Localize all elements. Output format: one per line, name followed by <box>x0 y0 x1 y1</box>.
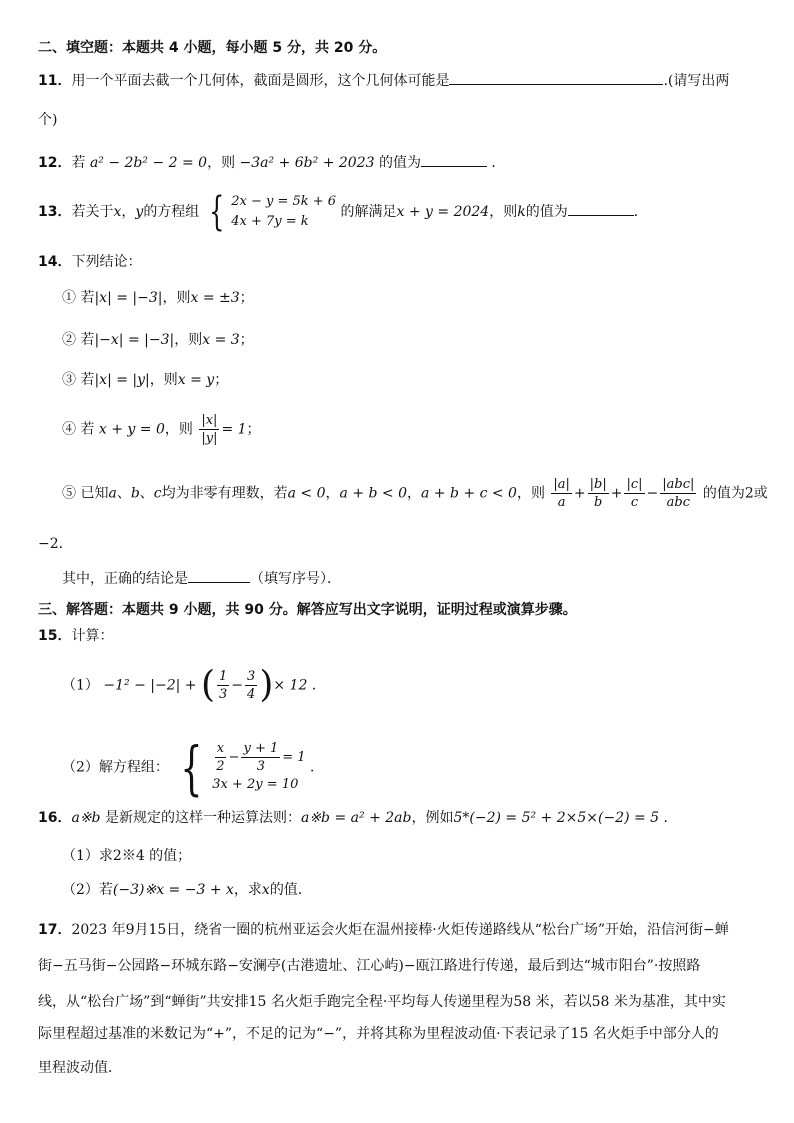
part-label: （2）解方程组： <box>62 759 169 776</box>
section-3-heading: 三、解答题：本题共 9 小题，共 90 分。解答应写出文字说明，证明过程或演算步骤。 <box>38 602 577 618</box>
text: ，则 <box>489 204 518 220</box>
numerator: |c| <box>626 477 643 492</box>
variable: x <box>261 882 270 898</box>
text: 均为非零有理数，若 <box>161 485 288 502</box>
numerator: 1 <box>219 669 228 684</box>
text: 的解满足 <box>340 204 397 220</box>
text: ． <box>491 155 506 171</box>
denominator: 3 <box>256 759 265 774</box>
brace-icon: { <box>208 189 225 235</box>
text: ，则 <box>516 485 545 502</box>
equation: a² − 2b² − 2 = 0 <box>89 155 208 171</box>
equation-2: 3x + 2y = 10 <box>212 777 299 792</box>
denominator: |y| <box>201 431 218 446</box>
equation-system <box>204 189 337 235</box>
text: = 1 <box>282 750 306 765</box>
condition: a < 0 <box>287 485 326 502</box>
text: ，例如 <box>411 810 454 826</box>
expression: −3a² + 6b² + 2023 <box>239 155 375 171</box>
text: （填写序号）． <box>250 571 341 587</box>
numerator: y + 1 <box>243 741 279 756</box>
question-15 <box>38 626 113 646</box>
numerator: |x| <box>201 413 218 428</box>
fraction <box>217 668 229 703</box>
text: 、 <box>139 485 154 502</box>
result: = 1 <box>221 421 247 438</box>
statement-5: ⑤ 已知a、b、c均为非零有理数，若a < 0，a + b < 0，a + b + c < 0，则 $\frac{|a|}{a}$ + $\frac{|b|}{b}$ + $\frac{|c|}{c}$ − $\frac{\text{|abc|}}{\text{abc}}$ 的值为2或 <box>62 477 768 510</box>
text: 已知 <box>80 485 109 502</box>
condition: |−x| = |−3| <box>94 332 175 348</box>
text: ． <box>311 677 326 694</box>
text: 若 <box>71 155 86 171</box>
example: 5*(−2) = 5² + 2×5×(−2) = 5 <box>453 810 660 826</box>
operator-symbol: a※b <box>71 810 101 826</box>
text: ； <box>239 332 254 348</box>
equation-system <box>173 733 306 802</box>
statement-4 <box>62 412 261 447</box>
answer-blank[interactable] <box>188 568 250 583</box>
denominator: abc <box>666 495 690 510</box>
brace-icon: { <box>180 733 203 802</box>
denominator: 4 <box>247 687 256 702</box>
operator: − <box>231 677 244 694</box>
numerator: |b| <box>589 477 607 492</box>
answer-blank[interactable] <box>421 152 487 167</box>
fraction <box>660 476 696 511</box>
condition: |x| = |y| <box>94 372 150 388</box>
expression: −1² − |−2| + <box>103 677 197 694</box>
question-number: 13． <box>38 204 72 220</box>
text: 是新规定的这样一种运算法则： <box>104 810 301 826</box>
paren-icon: ) <box>259 664 274 706</box>
question-17-line-4: 际里程超过基准的米数记为“+”，不足的记为“−”，并将其称为里程波动值·下表记录了15 名火炬手中部分人的 <box>38 1026 719 1042</box>
equation-2: 4x + 7y = k <box>231 214 309 229</box>
fraction <box>214 740 226 775</box>
equation-1: 2x − y = 5k + 6 <box>231 194 337 209</box>
denominator: b <box>594 495 603 510</box>
variable: b <box>130 485 140 502</box>
section-2-heading: 二、填空题：本题共 4 小题，每小题 5 分，共 20 分。 <box>38 40 387 56</box>
variable: y <box>135 204 144 220</box>
statement-marker: ④ <box>62 421 76 438</box>
question-17-line-1 <box>38 920 729 940</box>
condition: a + b + c < 0 <box>421 485 517 502</box>
part-label: （1） <box>62 677 99 694</box>
text: ，则 <box>207 155 236 171</box>
question-11 <box>38 70 729 91</box>
text: 的值为 <box>525 204 568 220</box>
text: 若 <box>80 372 95 388</box>
statement-marker: ⑤ <box>62 485 76 502</box>
denominator: 2 <box>216 759 225 774</box>
text: 若 <box>80 421 95 438</box>
question-16-part-1: （1）求2※4 的值； <box>62 848 192 864</box>
text: 若关于 <box>71 204 114 220</box>
result: x = y <box>177 372 215 388</box>
question-16 <box>38 808 678 828</box>
text: 若 <box>80 290 95 306</box>
question-number: 14． <box>38 254 72 270</box>
text: ． <box>663 810 678 826</box>
question-17-line-2: 街−五马街−公园路−环城东路−安澜亭(古港遗址、江心屿)−瓯江路进行传递，最后到达“城市阳台”·按照路 <box>38 958 701 974</box>
text: 的值． <box>269 882 312 898</box>
text: ； <box>239 290 254 306</box>
text: 其中，正确的结论是 <box>62 571 188 587</box>
text: ； <box>246 421 261 438</box>
statement-marker: ① <box>62 290 76 306</box>
equation-1 <box>212 740 305 775</box>
statement-5-cont: −2． <box>38 536 73 552</box>
text: 的值为 <box>378 155 421 171</box>
statement-marker: ② <box>62 332 76 348</box>
text: ，则 <box>174 332 203 348</box>
numerator: x <box>216 741 225 756</box>
question-15-part-2 <box>62 733 324 802</box>
fraction <box>588 476 609 511</box>
text: （2）若 <box>62 882 113 898</box>
statement-1 <box>62 288 254 308</box>
question-text: 用一个平面去截一个几何体，截面是圆形，这个几何体可能是 <box>71 73 450 89</box>
fraction <box>245 668 257 703</box>
text: ，求 <box>233 882 262 898</box>
question-number: 16． <box>38 810 72 826</box>
fraction <box>551 476 572 511</box>
variable: c <box>153 485 162 502</box>
question-number: 12． <box>38 155 72 171</box>
operator: − <box>228 750 240 765</box>
answer-blank[interactable] <box>568 201 634 216</box>
question-text-tail: .(请写出两 <box>663 73 730 89</box>
definition: a※b = a² + 2ab <box>300 810 412 826</box>
text: ， <box>121 204 136 220</box>
question-17-line-3: 线，从“松台广场”到“蝉街”共安排15 名火炬手跑完全程·平均每人传递里程为58 米，若以58 米为基准，其中实 <box>38 994 726 1010</box>
fraction <box>199 412 219 447</box>
result: x = 3 <box>202 332 240 348</box>
statement-2 <box>62 330 254 350</box>
fraction <box>241 740 280 775</box>
numerator: |abc| <box>662 477 695 492</box>
paren-icon: ( <box>200 664 216 706</box>
statement-3 <box>62 370 228 390</box>
question-text: 下列结论： <box>71 254 142 270</box>
question-number: 11． <box>38 73 72 89</box>
expression: × 12 <box>273 677 308 694</box>
question-number: 17． <box>38 922 72 938</box>
numerator: 3 <box>247 669 256 684</box>
text: ； <box>214 372 229 388</box>
fraction <box>624 476 644 511</box>
text: ． <box>633 204 648 220</box>
question-text: 计算： <box>71 628 114 644</box>
question-13 <box>38 189 648 235</box>
question-16-part-2 <box>62 880 312 900</box>
text: 的值为2或 <box>702 485 768 502</box>
question-14 <box>38 252 141 272</box>
question-12 <box>38 152 505 173</box>
text: ，则 <box>164 421 193 438</box>
answer-blank[interactable] <box>449 70 663 85</box>
variable: a <box>108 485 117 502</box>
text: ． <box>310 759 324 776</box>
variable: k <box>517 204 526 220</box>
variable: x <box>113 204 122 220</box>
denominator: c <box>630 495 639 510</box>
result: x = ±3 <box>190 290 240 306</box>
numerator: |a| <box>553 477 570 492</box>
question-11-cont: 个) <box>38 112 58 128</box>
text: 、 <box>116 485 131 502</box>
text: 若 <box>80 332 95 348</box>
text: ，则 <box>162 290 191 306</box>
condition: x + y = 2024 <box>396 204 490 220</box>
condition: x + y = 0 <box>98 421 165 438</box>
condition: a + b < 0 <box>339 485 407 502</box>
question-14-conclusion <box>62 568 341 589</box>
text: ，则 <box>149 372 178 388</box>
denominator: a <box>557 495 566 510</box>
text: 的方程组 <box>143 204 200 220</box>
question-17-line-5: 里程波动值． <box>38 1060 122 1076</box>
condition: |x| = |−3| <box>94 290 163 306</box>
question-15-part-1 <box>62 664 326 706</box>
denominator: 3 <box>219 687 228 702</box>
question-number: 15． <box>38 628 72 644</box>
equation: (−3)※x = −3 + x <box>112 882 234 898</box>
text: 2023 年9月15日，绕省一圈的杭州亚运会火炬在温州接棒·火炬传递路线从“松台广场”开始，沿信河街−蝉 <box>71 922 729 938</box>
statement-marker: ③ <box>62 372 76 388</box>
